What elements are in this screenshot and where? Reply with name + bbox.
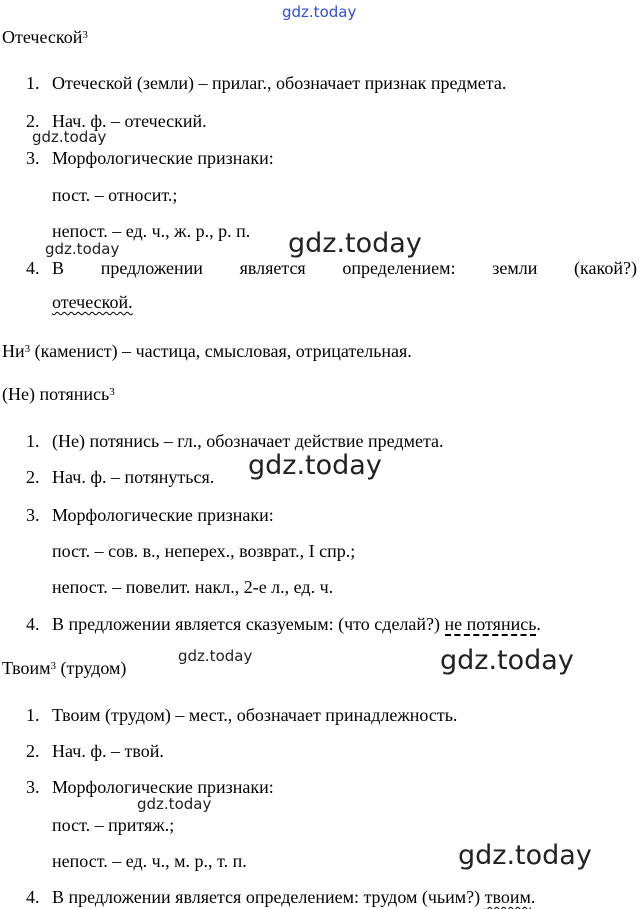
item-number: 3.: [26, 148, 40, 168]
sub-item: пост. – притяж.;: [52, 815, 175, 835]
sub-item: непост. – ед. ч., м. р., т. п.: [52, 851, 247, 871]
list-item: Нач. ф. – твой.: [52, 741, 164, 761]
watermark-large: gdz.today: [440, 645, 574, 676]
underlined-word: не потянись: [444, 614, 537, 634]
underlined-word: отеческой.: [52, 292, 133, 312]
sub-item: непост. – повелит. накл., 2-е л., ед. ч.: [52, 577, 334, 597]
item-number: 2.: [26, 111, 40, 131]
section-title-text: (Не) потянись: [2, 384, 110, 404]
underlined-word: твоим: [484, 887, 531, 907]
section-text: (каменист) – частица, смысловая, отрицательная.: [30, 341, 412, 361]
superscript: 3: [82, 29, 88, 41]
item-number: 1.: [26, 431, 40, 451]
list-item: Морфологические признаки:: [52, 148, 274, 168]
list-item: Морфологические признаки:: [52, 777, 274, 797]
watermark-large: gdz.today: [288, 228, 422, 259]
section-title-text: Отеческой: [2, 27, 83, 47]
section-title-ne-potyanis: [2, 383, 115, 405]
word: является: [239, 258, 306, 278]
section-title-oetcheskoy: [2, 26, 88, 48]
item-number: 1.: [26, 705, 40, 725]
item-number: 4.: [26, 887, 40, 907]
watermark-top: gdz.today: [282, 3, 357, 21]
word: (какой?): [574, 258, 637, 278]
list-item: Морфологические признаки:: [52, 505, 274, 525]
item-number: 2.: [26, 741, 40, 761]
list-item: Отеческой (земли) – прилаг., обозначает признак предмета.: [52, 73, 507, 93]
item-text: .: [530, 887, 536, 907]
sub-item: непост. – ед. ч., ж. р., р. п.: [52, 221, 251, 241]
list-item: (Не) потянись – гл., обозначает действие предмета.: [52, 431, 444, 451]
item-text: В предложении является сказуемым: (что сделай?): [52, 614, 445, 634]
watermark: gdz.today: [137, 795, 212, 813]
superscript: 3: [24, 343, 31, 355]
list-item: Твоим (трудом) – мест., обозначает принадлежность.: [52, 705, 458, 725]
item-text: В предложении является определением: трудом (чьим?): [52, 887, 485, 907]
section-title-text: Ни: [2, 341, 25, 361]
section-title-text: Твоим: [2, 658, 51, 678]
word: предложении: [100, 258, 203, 278]
watermark-large: gdz.today: [248, 450, 382, 481]
watermark: gdz.today: [45, 240, 120, 258]
item-number: 4.: [26, 614, 40, 634]
watermark: gdz.today: [32, 128, 107, 146]
word: земли: [492, 258, 538, 278]
item-text: .: [536, 614, 541, 634]
watermark: gdz.today: [178, 647, 253, 665]
list-item: [52, 886, 535, 908]
list-item: [52, 613, 541, 635]
sub-item: пост. – относит.;: [52, 185, 178, 205]
sub-item: пост. – сов. в., неперех., возврат., I спр.;: [52, 541, 356, 561]
watermark-large: gdz.today: [458, 840, 592, 871]
list-item: Нач. ф. – потянуться.: [52, 467, 215, 487]
item-number: 3.: [26, 777, 40, 797]
item-number: 3.: [26, 505, 40, 525]
list-item-continuation: [52, 291, 133, 313]
item-number: 2.: [26, 467, 40, 487]
superscript: 3: [50, 660, 56, 672]
item-number: 1.: [26, 73, 40, 93]
word: В: [52, 258, 65, 278]
list-item-justified: [52, 257, 637, 279]
superscript: 3: [109, 386, 115, 398]
item-number: 4.: [26, 258, 40, 278]
list-item: Нач. ф. – отеческий.: [52, 111, 207, 131]
section-title-ni: [2, 340, 412, 362]
section-text: (трудом): [56, 658, 127, 678]
section-title-tvoim: [2, 657, 126, 679]
word: определением:: [342, 258, 456, 278]
